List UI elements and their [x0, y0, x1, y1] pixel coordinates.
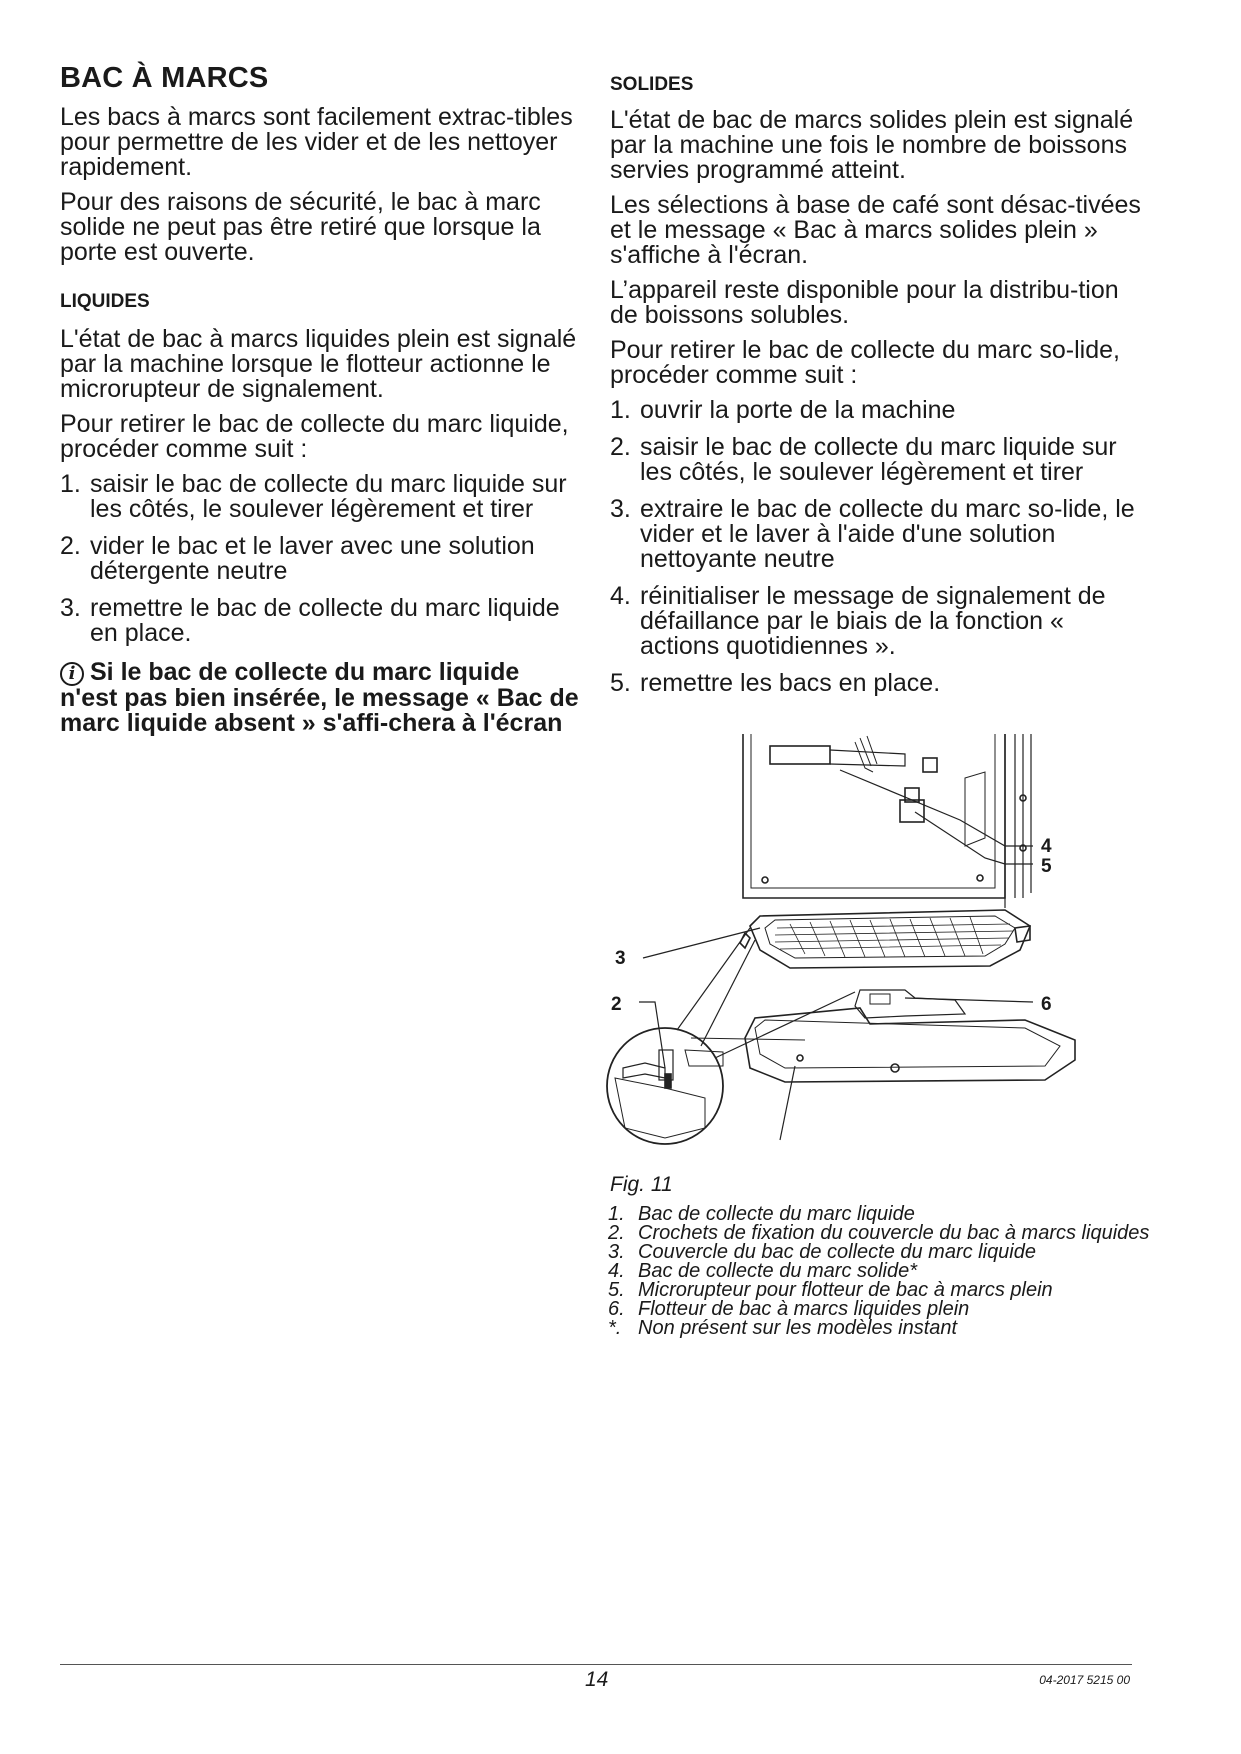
list-item: 2. vider le bac et le laver avec une solution détergente neutre: [60, 532, 535, 585]
legend-item: *. Non présent sur les modèles instant: [608, 1317, 958, 1339]
list-item: 2. saisir le bac de collecte du marc liquide sur les côtés, le soulever légèrement et tirer: [610, 433, 1117, 486]
footer-divider: [60, 1664, 1132, 1665]
page-title: BAC À MARCS: [60, 62, 269, 94]
list-item: 4. réinitialiser le message de signalement de défaillance par le biais de la fonction « actions quotidiennes ».: [610, 582, 1106, 660]
list-item: 3. remettre le bac de collecte du marc liquide en place.: [60, 594, 560, 647]
figure-legend: [608, 1205, 1168, 1338]
list-item: 5. remettre les bacs en place.: [610, 669, 941, 697]
solides-paragraph-3: L’appareil reste disponible pour la distribu-tion de boissons solubles.: [610, 276, 1119, 329]
liquides-paragraph-1: L'état de bac à marcs liquides plein est signalé par la machine lorsque le flotteur actionne le microrupteur de signalement.: [60, 325, 577, 403]
callout-3: 3: [615, 948, 626, 969]
callout-5: 5: [1041, 856, 1052, 877]
intro-paragraph-1: Les bacs à marcs sont facilement extrac-tibles pour permettre de les vider et de les nettoyer rapidement.: [60, 103, 573, 181]
solides-steps: [610, 398, 1150, 696]
figure-caption: Fig. 11: [610, 1173, 673, 1196]
section-title-liquides: LIQUIDES: [60, 291, 150, 312]
section-title-solides: SOLIDES: [610, 74, 694, 95]
list-item: 1. saisir le bac de collecte du marc liquide sur les côtés, le soulever légèrement et tirer: [60, 470, 567, 523]
legend-item: 3. Couvercle du bac de collecte du marc liquide: [608, 1241, 1036, 1263]
info-icon: i: [60, 662, 84, 686]
legend-item: 4. Bac de collecte du marc solide*: [608, 1260, 918, 1282]
intro-paragraph-2: Pour des raisons de sécurité, le bac à marc solide ne peut pas être retiré que lorsque la porte est ouverte.: [60, 188, 541, 266]
list-item: 3. extraire le bac de collecte du marc so-lide, le vider et le laver à l'aide d'une solution nettoyante neutre: [610, 495, 1135, 573]
callout-6: 6: [1041, 994, 1052, 1015]
left-column: [60, 62, 580, 736]
legend-item: 5. Microrupteur pour flotteur de bac à marcs plein: [608, 1279, 1053, 1301]
page-number: 14: [585, 1668, 609, 1691]
callout-4: 4: [1041, 836, 1052, 857]
figure-11-illustration: [605, 728, 1145, 1168]
solides-paragraph-1: L'état de bac de marcs solides plein est signalé par la machine une fois le nombre de boissons servies programmé atteint.: [610, 106, 1134, 184]
liquides-steps: [60, 472, 580, 646]
document-code: 04-2017 5215 00: [1039, 1673, 1130, 1687]
legend-item: 1. Bac de collecte du marc liquide: [608, 1203, 915, 1225]
liquides-paragraph-2: Pour retirer le bac de collecte du marc liquide, procéder comme suit :: [60, 410, 569, 463]
legend-item: 6. Flotteur de bac à marcs liquides plein: [608, 1298, 970, 1320]
solides-paragraph-4: Pour retirer le bac de collecte du marc so-lide, procéder comme suit :: [610, 336, 1120, 389]
right-column: [610, 74, 1150, 708]
solides-paragraph-2: Les sélections à base de café sont désac-tivées et le message « Bac à marcs solides plein » s'affiche à l'écran.: [610, 191, 1141, 269]
info-note: [60, 660, 580, 736]
info-note-text: Si le bac de collecte du marc liquide n'est pas bien insérée, le message « Bac de marc liquide absent » s'affi-chera à l'écran: [60, 658, 579, 737]
legend-item: 2. Crochets de fixation du couvercle du bac à marcs liquides: [608, 1222, 1150, 1244]
list-item: 1. ouvrir la porte de la machine: [610, 396, 956, 424]
callout-2: 2: [611, 994, 622, 1015]
